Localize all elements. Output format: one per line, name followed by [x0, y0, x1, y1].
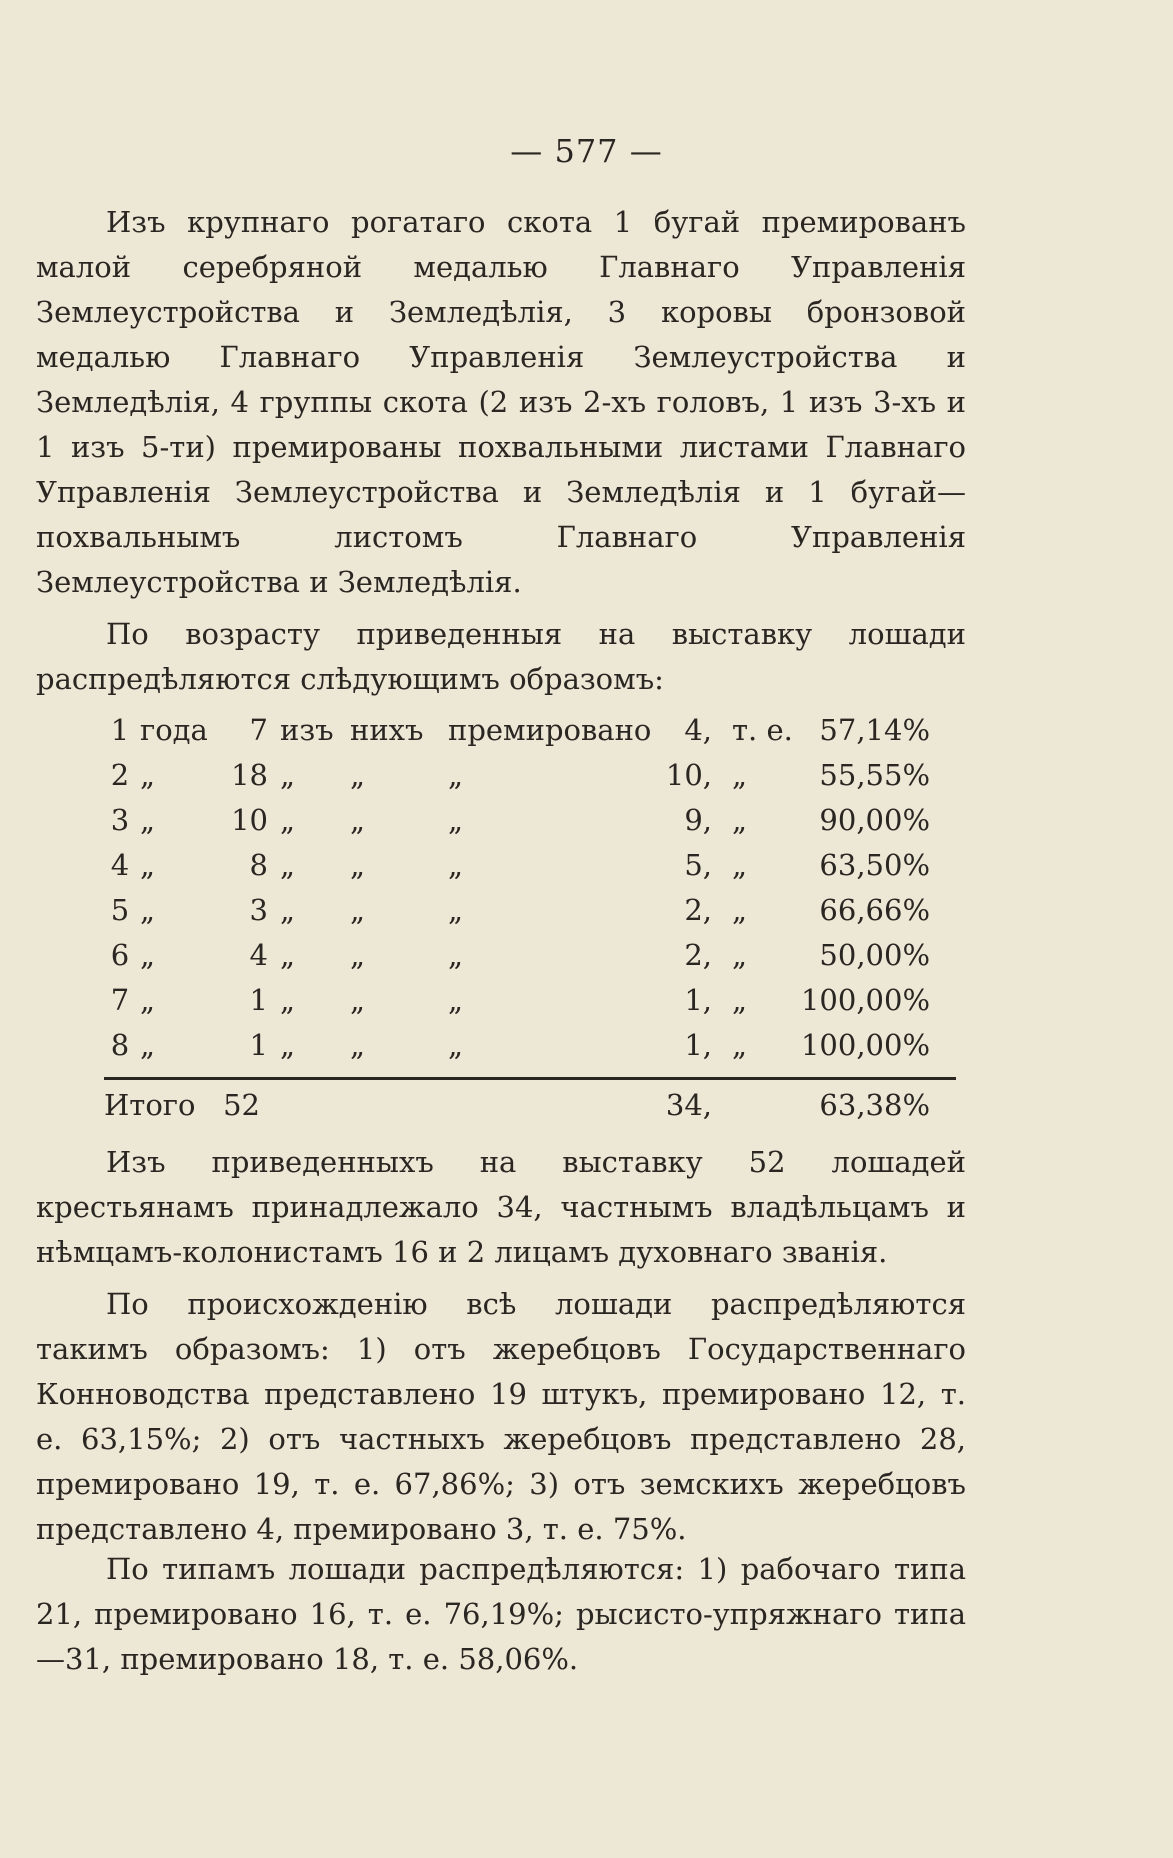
total-percent: 63,38% — [819, 1088, 930, 1122]
ie-cell: „ — [732, 803, 748, 837]
count-cell: 1 — [249, 1028, 268, 1062]
age-cell: 4 — [110, 848, 130, 882]
percent-cell: 50,00% — [819, 938, 930, 972]
word-cell: „ — [280, 848, 296, 882]
word-cell: нихъ — [350, 713, 424, 747]
unit-cell: „ — [140, 1028, 156, 1062]
word-cell: „ — [280, 893, 296, 927]
paragraph-age-intro: По возрасту приведенныя на выставку лошади распредѣляются слѣдующимъ образомъ: — [36, 617, 966, 696]
total-divider — [104, 1077, 956, 1080]
total-awarded: 34, — [665, 1088, 712, 1122]
awarded-cell: 2, — [684, 938, 712, 972]
word-cell: „ — [350, 893, 366, 927]
percent-cell: 66,66% — [819, 893, 930, 927]
unit-cell: „ — [140, 983, 156, 1017]
age-cell: 7 — [110, 983, 130, 1017]
awarded-cell: 9, — [684, 803, 712, 837]
page-number: — 577 — — [510, 132, 663, 170]
word-cell: „ — [448, 848, 464, 882]
total-count: 52 — [223, 1088, 260, 1122]
percent-cell: 63,50% — [819, 848, 930, 882]
word-cell: „ — [350, 938, 366, 972]
unit-cell: „ — [140, 893, 156, 927]
age-cell: 2 — [110, 758, 130, 792]
word-cell: „ — [350, 803, 366, 837]
ie-cell: „ — [732, 938, 748, 972]
percent-cell: 55,55% — [819, 758, 930, 792]
count-cell: 10 — [231, 803, 268, 837]
word-cell: „ — [448, 1028, 464, 1062]
paragraph-owners: Изъ приведенныхъ на выставку 52 лошадей крестьянамъ принадлежало 34, частнымъ владѣльцамъ и нѣмцамъ-колонистамъ 16 и 2 лицамъ духовнаго званія. — [36, 1145, 966, 1269]
count-cell: 7 — [249, 713, 268, 747]
ie-cell: „ — [732, 1028, 748, 1062]
word-cell: „ — [448, 983, 464, 1017]
word-cell: „ — [448, 893, 464, 927]
ie-cell: „ — [732, 983, 748, 1017]
paragraph-types: По типамъ лошади распредѣляются: 1) рабочаго типа 21, премировано 16, т. е. 76,19%; рысисто-упряжнаго типа—31, премировано 18, т. е. 58,06%. — [36, 1552, 966, 1676]
age-cell: 8 — [110, 1028, 130, 1062]
awarded-cell: 1, — [684, 983, 712, 1017]
count-cell: 8 — [249, 848, 268, 882]
count-cell: 4 — [249, 938, 268, 972]
word-cell: „ — [280, 1028, 296, 1062]
age-cell: 1 — [110, 713, 130, 747]
word-cell: премировано — [448, 713, 652, 747]
awarded-cell: 10, — [665, 758, 712, 792]
percent-cell: 100,00% — [800, 1028, 930, 1062]
word-cell: „ — [448, 758, 464, 792]
word-cell: „ — [350, 758, 366, 792]
ie-cell: т. е. — [732, 713, 793, 747]
awarded-cell: 2, — [684, 893, 712, 927]
word-cell: „ — [350, 1028, 366, 1062]
word-cell: „ — [280, 983, 296, 1017]
awarded-cell: 5, — [684, 848, 712, 882]
percent-cell: 90,00% — [819, 803, 930, 837]
count-cell: 1 — [249, 983, 268, 1017]
paragraph-origin: По происхожденію всѣ лошади распредѣляются такимъ образомъ: 1) отъ жеребцовъ Государственнаго Конноводства представлено 19 штукъ, премировано 12, т. е. 63,15%; 2) отъ частныхъ жеребцовъ представлено 28, премировано 19, т. е. 67,86%; 3) отъ земскихъ жеребцовъ представлено 4, премировано 3, т. е. 75%. — [36, 1287, 966, 1546]
percent-cell: 57,14% — [819, 713, 930, 747]
unit-cell: „ — [140, 803, 156, 837]
word-cell: „ — [280, 938, 296, 972]
unit-cell: года — [140, 713, 208, 747]
percent-cell: 100,00% — [800, 983, 930, 1017]
age-cell: 3 — [110, 803, 130, 837]
count-cell: 3 — [249, 893, 268, 927]
word-cell: „ — [350, 983, 366, 1017]
ie-cell: „ — [732, 848, 748, 882]
age-cell: 5 — [110, 893, 130, 927]
word-cell: изъ — [280, 713, 334, 747]
ie-cell: „ — [732, 758, 748, 792]
unit-cell: „ — [140, 848, 156, 882]
ie-cell: „ — [732, 893, 748, 927]
count-cell: 18 — [231, 758, 268, 792]
total-label: Итого — [104, 1088, 196, 1122]
awarded-cell: 1, — [684, 1028, 712, 1062]
unit-cell: „ — [140, 758, 156, 792]
paragraph-cattle-awards: Изъ крупнаго рогатаго скота 1 бугай премированъ малой серебряной медалью Главнаго Управленія Землеустройства и Земледѣлія, 3 коровы бронзовой медалью Главнаго Управленія Землеустройства и Земледѣлія, 4 группы скота (2 изъ 2-хъ головъ, 1 изъ 3-хъ и 1 изъ 5-ти) премированы похвальными листами Главнаго Управленія Землеустройства и Земледѣлія и 1 бугай—похвальнымъ листомъ Главнаго Управленія Землеустройства и Земледѣлія. — [36, 205, 966, 599]
word-cell: „ — [280, 758, 296, 792]
word-cell: „ — [350, 848, 366, 882]
awarded-cell: 4, — [684, 713, 712, 747]
word-cell: „ — [448, 938, 464, 972]
age-cell: 6 — [110, 938, 130, 972]
unit-cell: „ — [140, 938, 156, 972]
word-cell: „ — [448, 803, 464, 837]
word-cell: „ — [280, 803, 296, 837]
